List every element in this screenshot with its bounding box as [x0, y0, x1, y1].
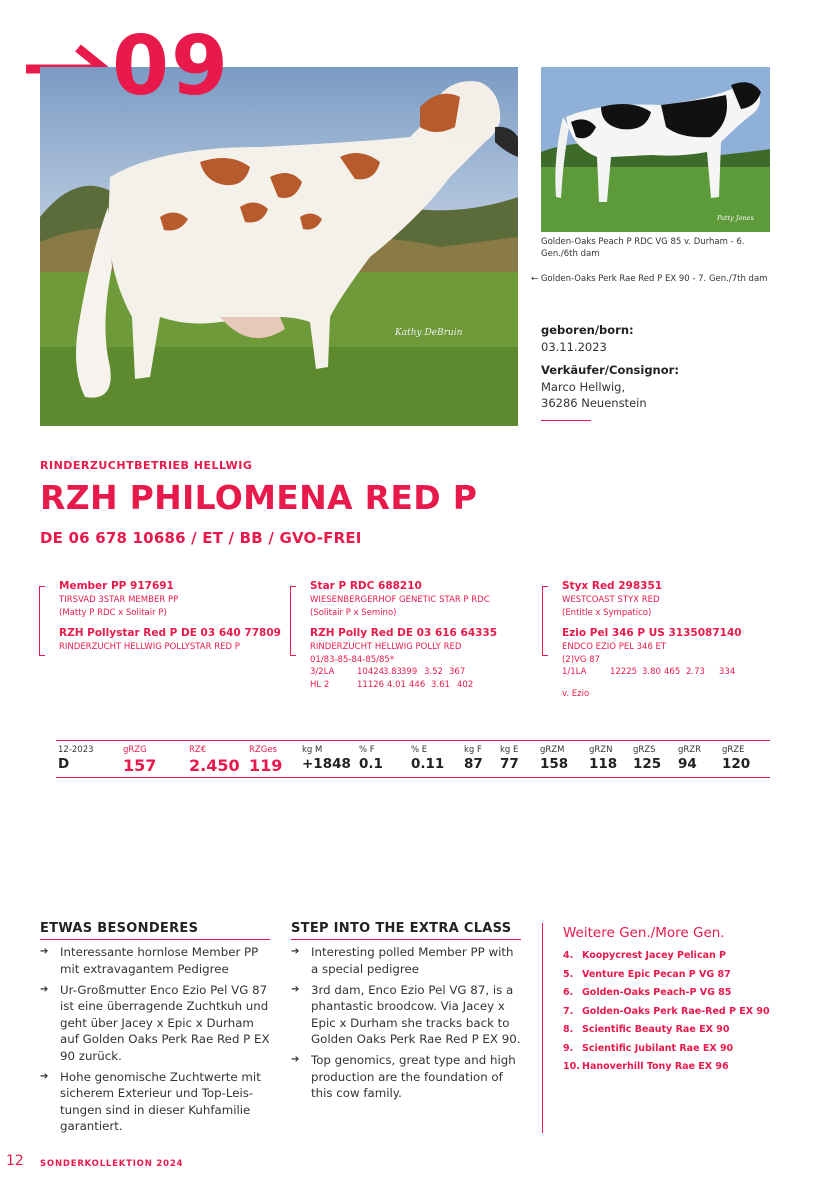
born-value: 03.11.2023	[541, 340, 607, 354]
list-item: ➔ Ur-Großmutter Enco Ezio Pel VG 87 ist eine überragende Zuchtkuh und geht über Jacey x Epic x Durham auf Golden Oaks Perk Rae Red P EX 90 zurück.	[40, 982, 270, 1063]
breeder-name: RINDERZUCHTBETRIEB HELLWIG	[40, 459, 253, 472]
sire-parents: (Solitair P x Semino)	[310, 607, 397, 618]
index-cell-rz-euro	[189, 745, 240, 775]
sire-name: Member PP 917691	[59, 580, 174, 592]
sire-parents: (Matty P RDC x Solitair P)	[59, 607, 167, 618]
seller-name: Marco Hellwig,	[541, 380, 626, 394]
more-gen-divider	[542, 923, 543, 1133]
ancestor-cow-photo	[541, 67, 770, 232]
index-cell-pct-protein	[411, 745, 444, 772]
arrow-bullet-icon: ➔	[40, 946, 49, 957]
pedigree-column-1	[59, 580, 281, 654]
index-value: 158	[540, 756, 569, 772]
seller-town: 36286 Neuenstein	[541, 396, 647, 410]
index-value: D	[58, 756, 70, 772]
index-header: gRZS	[633, 745, 656, 755]
index-header: % F	[359, 745, 375, 755]
index-value: +1848	[302, 756, 351, 772]
protein-pct: 3.52	[424, 667, 443, 677]
special-section-title: ETWAS BESONDERES	[40, 921, 199, 936]
sire-parents: (Entitle x Sympatico)	[562, 607, 652, 618]
arrow-bullet-icon: ➔	[40, 983, 49, 995]
main-cow-photo	[40, 67, 518, 426]
pedigree-column-3	[562, 580, 742, 700]
index-header: kg E	[500, 745, 519, 755]
index-header: gRZR	[678, 745, 702, 755]
extra-section-underline	[291, 939, 521, 940]
side-photo-caption-2: ← Golden-Oaks Perk Rae Red P EX 90 - 7. Gen./7th dam	[531, 274, 768, 284]
index-cell-grzn	[589, 745, 617, 772]
lactation-label: HL 2	[310, 679, 330, 690]
dam-full-name: ENDCO EZIO PEL 346 ET	[562, 642, 667, 652]
index-header: RZGes	[249, 745, 277, 755]
index-cell-kg-milk	[302, 745, 351, 772]
index-value: 120	[722, 756, 751, 772]
lactation-label: 1/1LA	[562, 667, 587, 677]
seller-label: Verkäufer/Consignor:	[541, 363, 679, 377]
index-value: 2.450	[189, 756, 240, 775]
pedigree-bracket	[39, 586, 45, 656]
index-cell-kg-fat	[464, 745, 483, 772]
dam-classification: 01/83-85-84-85/85*	[310, 654, 395, 665]
index-header: kg M	[302, 745, 323, 755]
list-item: ➔ Hohe genomische Zuchtwerte mit sicherem Exterieur und Top-Leis-tungen sind in dieser Kuhfamilie garantiert.	[40, 1069, 261, 1133]
generation-item: 9. Scientific Jubilant Rae EX 90	[563, 1043, 734, 1054]
index-header: gRZM	[540, 745, 565, 755]
extra-section-title: STEP INTO THE EXTRA CLASS	[291, 921, 512, 936]
main-photo-credit: Kathy DeBruin	[395, 328, 463, 338]
registration-line: DE 06 678 10686 / ET / BB / GVO-FREI	[40, 529, 362, 547]
cow-name-title: RZH PHILOMENA RED P	[40, 478, 478, 517]
milk-kg: 11126	[357, 679, 385, 690]
index-value: 0.1	[359, 756, 383, 772]
footer-title: SONDERKOLLEKTION 2024	[40, 1159, 184, 1169]
born-label: geboren/born:	[541, 323, 634, 337]
index-cell-rzges	[249, 745, 282, 775]
protein-kg: 334	[719, 667, 736, 677]
index-header: gRZG	[123, 745, 147, 755]
generation-item: 7. Golden-Oaks Perk Rae-Red P EX 90	[563, 1006, 770, 1017]
index-value: 119	[249, 756, 283, 775]
protein-kg: 402	[457, 679, 474, 690]
protein-kg: 367	[449, 667, 466, 677]
generation-item: 5. Venture Epic Pecan P VG 87	[563, 969, 731, 980]
dam-name: RZH Polly Red DE 03 616 64335	[310, 627, 498, 639]
milk-kg: 12225	[610, 667, 638, 677]
sire-full-name: TIRSVAD 3STAR MEMBER PP	[59, 595, 179, 605]
lactation-row	[562, 666, 742, 679]
arrow-bullet-icon: ➔	[291, 1054, 300, 1065]
list-item: ➔ Interessante hornlose Member PP mit extravagantem Pedigree	[40, 945, 259, 976]
pedigree-bracket	[290, 586, 296, 656]
sire-full-name: WESTCOAST STYX RED	[562, 595, 660, 605]
generation-item: 4. Koopycrest Jacey Pelican P	[563, 950, 727, 961]
side-photo-credit: Patty Jones	[717, 214, 754, 222]
index-cell-grzr	[678, 745, 701, 772]
fat-pct: 3.80	[642, 667, 661, 677]
index-value: 118	[589, 756, 618, 772]
lactation-row	[310, 679, 497, 692]
sire-name: Star P RDC 688210	[310, 580, 422, 592]
index-value: 87	[464, 756, 483, 772]
info-divider	[541, 420, 591, 421]
index-value: 125	[633, 756, 662, 772]
index-header: % E	[411, 745, 428, 755]
index-header: RZ€	[189, 745, 207, 755]
dam-name: RZH Pollystar Red P DE 03 640 77809	[59, 627, 281, 639]
list-item: ➔ Top genomics, great type and high production are the foundation of this cow family.	[291, 1053, 516, 1100]
list-item: ➔ 3rd dam, Enco Ezio Pel VG 87, is a phantastic broodcow. Via Jacey x Epic x Durham she tracks back to Golden Oaks Perk Rae Red P EX 90.	[291, 982, 521, 1046]
arrow-bullet-icon: ➔	[291, 946, 300, 957]
generation-item: 8. Scientific Beauty Rae EX 90	[563, 1024, 730, 1035]
index-value: 94	[678, 756, 697, 772]
fat-pct: 3.83	[383, 667, 402, 677]
fat-kg: 446	[409, 679, 426, 690]
lot-number: 09	[112, 19, 231, 114]
page-number: 12	[6, 1153, 24, 1169]
index-header: gRZN	[589, 745, 613, 755]
lactation-label: 3/2LA	[310, 667, 335, 677]
index-value: 0.11	[411, 756, 445, 772]
side-photo-caption: Golden-Oaks Peach P RDC VG 85 v. Durham - 6. Gen./6th dam	[541, 237, 745, 259]
lactation-row	[310, 666, 497, 679]
index-cell-date	[58, 745, 94, 772]
index-cell-grzg	[123, 745, 156, 775]
index-cell-grzs	[633, 745, 661, 772]
index-value: 157	[123, 756, 157, 775]
extra-list	[291, 944, 523, 1106]
index-header: gRZE	[722, 745, 745, 755]
index-value: 77	[500, 756, 519, 772]
protein-pct: 3.61	[431, 679, 450, 690]
dam-full-name: RINDERZUCHT HELLWIG POLLY RED	[310, 642, 462, 652]
generation-item: 6. Golden-Oaks Peach-P VG 85	[563, 987, 732, 998]
arrow-bullet-icon: ➔	[291, 983, 300, 995]
more-gen-title: Weitere Gen./More Gen.	[563, 925, 725, 941]
index-header: kg F	[464, 745, 482, 755]
fat-pct: 4.01	[387, 679, 406, 690]
dam-classification: (2)VG 87	[562, 654, 600, 665]
index-cell-grze	[722, 745, 750, 772]
dam-note: v. Ezio	[562, 688, 590, 699]
special-section-underline	[40, 939, 270, 940]
sire-full-name: WIESENBERGERHOF GENETIC STAR P RDC	[310, 595, 490, 605]
fat-kg: 465	[664, 667, 681, 677]
sire-name: Styx Red 298351	[562, 580, 663, 592]
dam-name: Ezio Pel 346 P US 3135087140	[562, 627, 742, 639]
genomic-index-table	[56, 740, 770, 778]
index-header: 12-2023	[58, 745, 94, 755]
generation-item: 10. Hanoverhill Tony Rae EX 96	[563, 1061, 729, 1072]
fat-kg: 399	[401, 667, 418, 677]
index-cell-pct-fat	[359, 745, 383, 772]
index-cell-kg-protein	[500, 745, 519, 772]
arrow-bullet-icon: ➔	[40, 1070, 49, 1082]
milk-kg: 10424	[357, 667, 385, 677]
list-item: ➔ Interesting polled Member PP with a special pedigree	[291, 945, 514, 976]
protein-pct: 2.73	[686, 667, 705, 677]
pedigree-column-2	[310, 580, 497, 691]
dam-full-name: RINDERZUCHT HELLWIG POLLYSTAR RED P	[59, 642, 240, 652]
index-cell-grzm	[540, 745, 568, 772]
special-list	[40, 944, 272, 1139]
pedigree-bracket	[542, 586, 548, 656]
